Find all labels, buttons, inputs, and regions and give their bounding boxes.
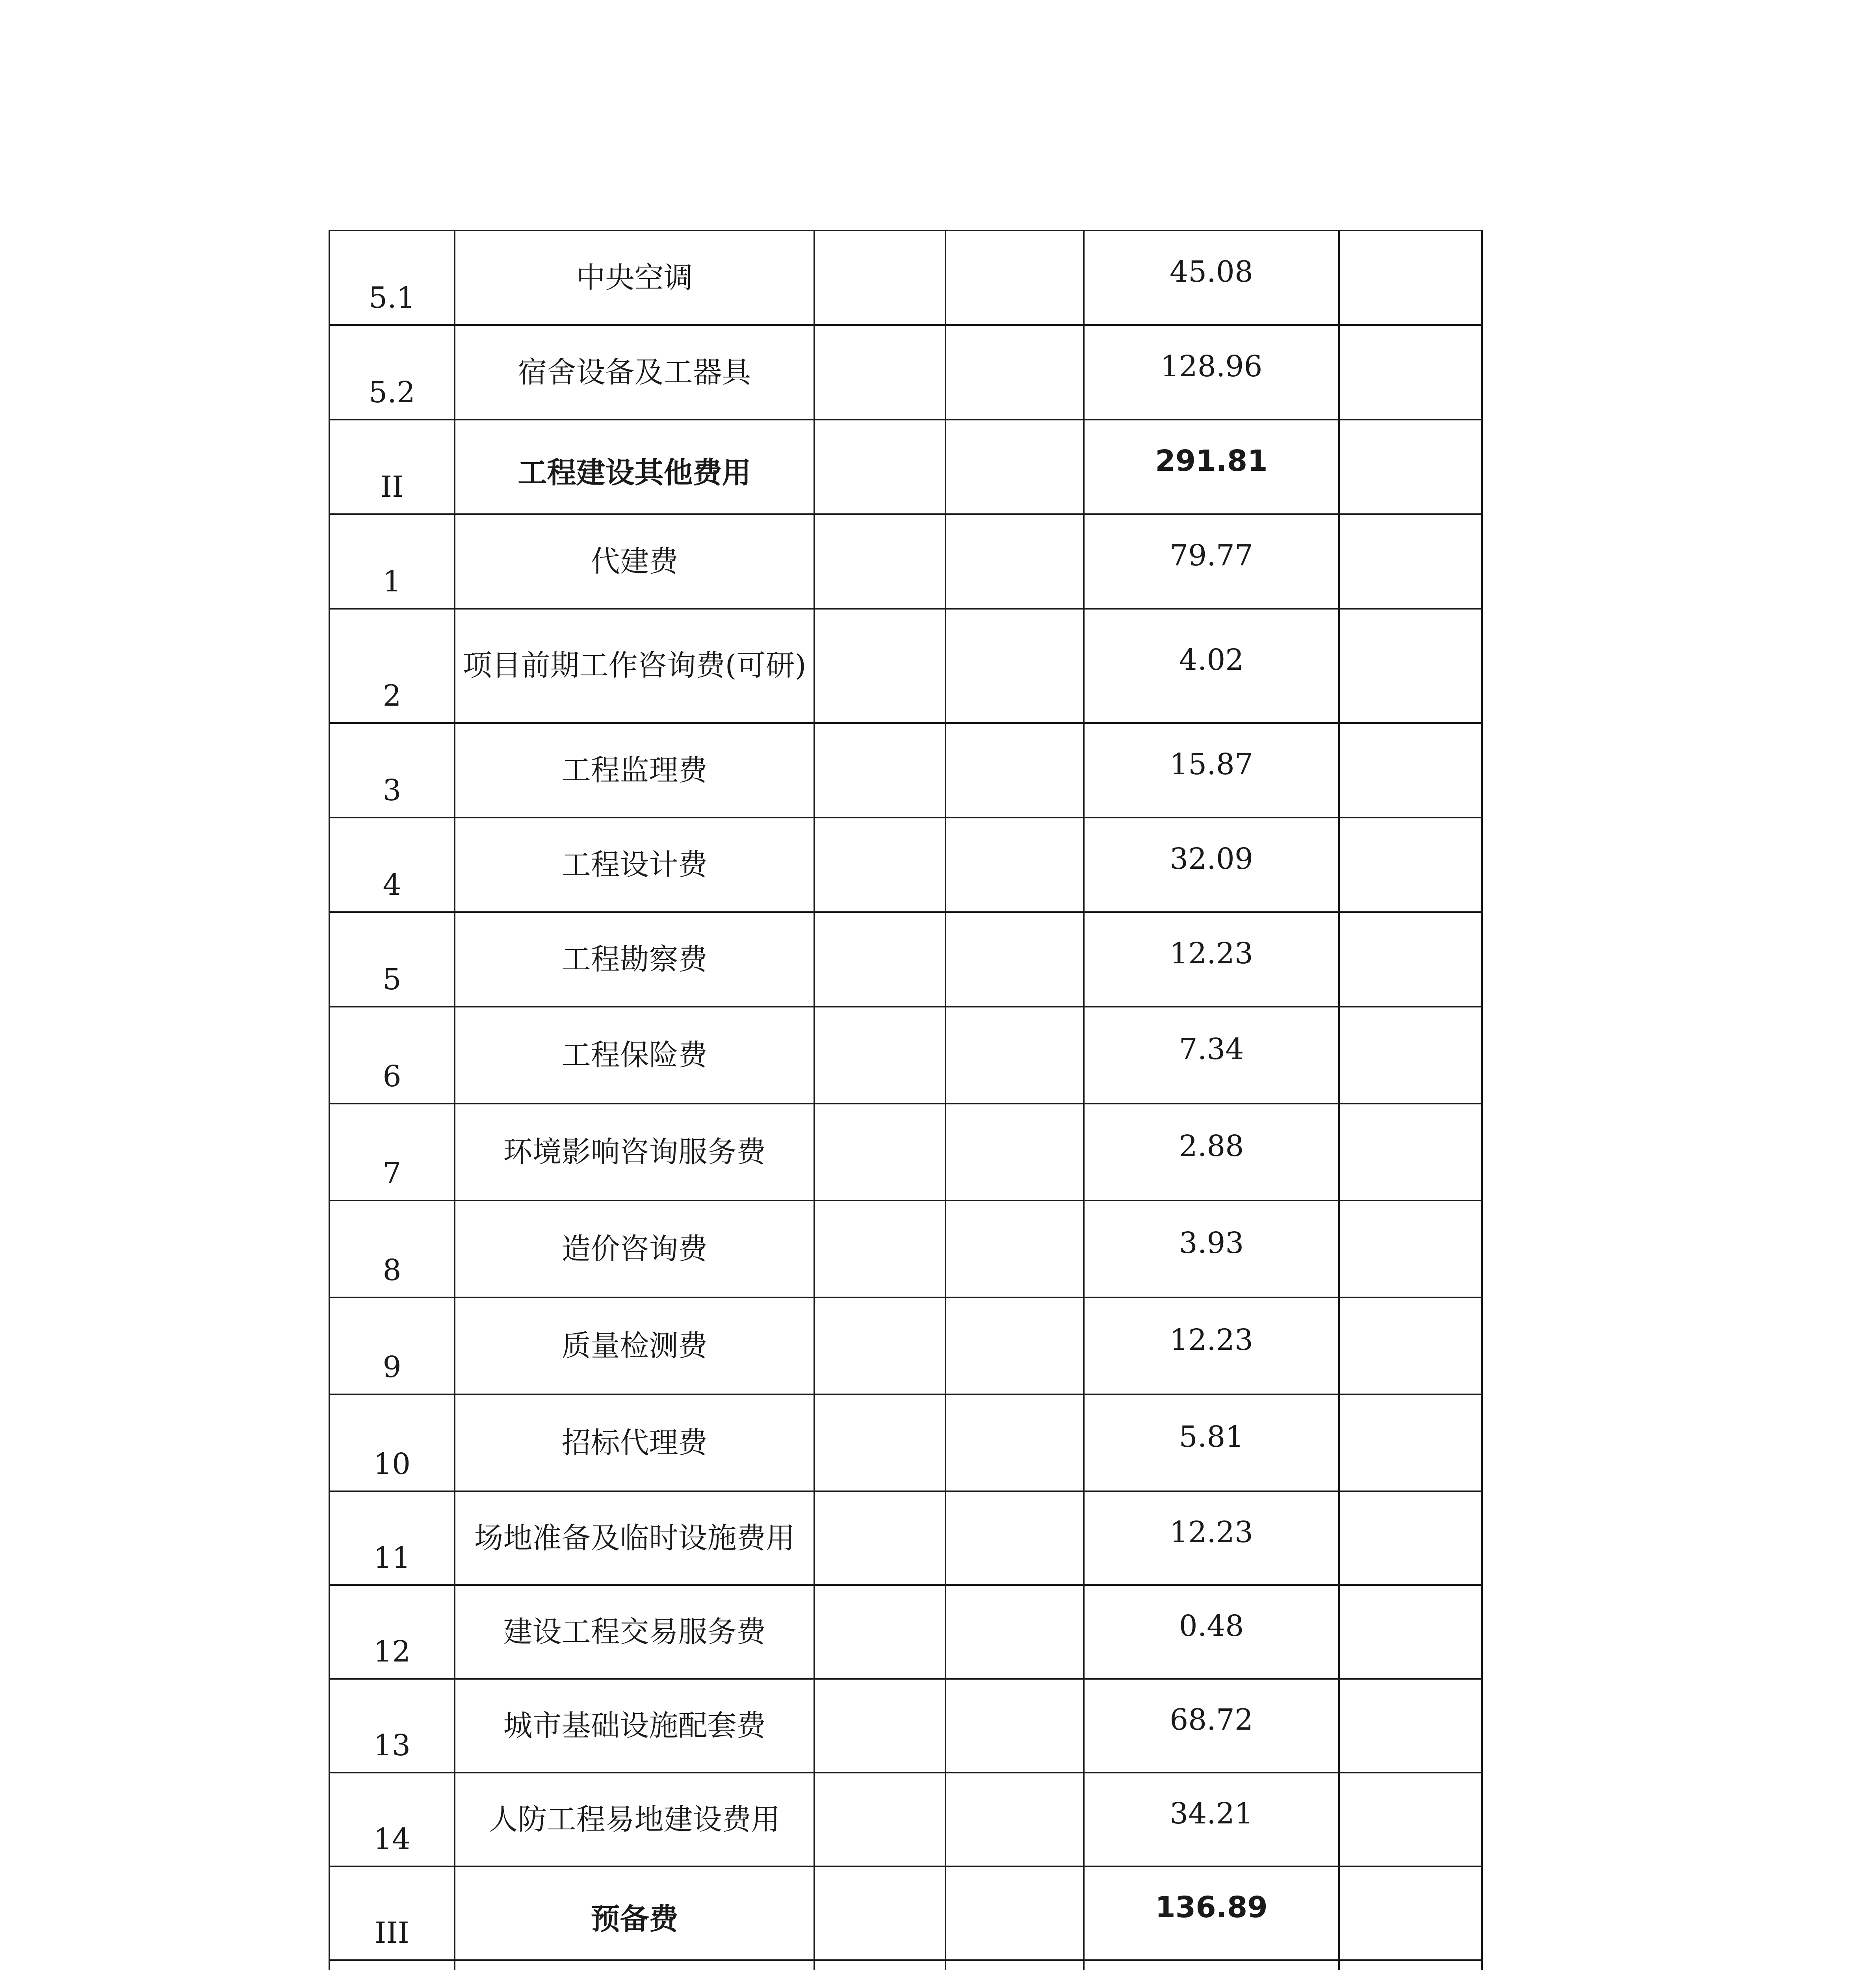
empty-cell bbox=[945, 1773, 1084, 1866]
item-number-cell: 5.1 bbox=[329, 230, 455, 325]
empty-cell bbox=[814, 1773, 945, 1866]
item-number-cell: 5 bbox=[329, 912, 455, 1007]
empty-cell bbox=[945, 325, 1084, 420]
item-number-cell: 13 bbox=[329, 1679, 455, 1773]
empty-cell bbox=[1339, 912, 1482, 1007]
empty-cell bbox=[945, 1679, 1084, 1773]
table-row bbox=[329, 818, 1482, 912]
empty-cell bbox=[1339, 1297, 1482, 1394]
amount-cell: 68.72 bbox=[1084, 1679, 1339, 1773]
item-number-cell: 5.2 bbox=[329, 325, 455, 420]
empty-cell bbox=[1339, 818, 1482, 912]
empty-cell bbox=[945, 1960, 1084, 1970]
empty-cell bbox=[1339, 1960, 1482, 1970]
empty-cell bbox=[814, 1297, 945, 1394]
item-number-cell: 8 bbox=[329, 1201, 455, 1297]
empty-cell bbox=[1339, 609, 1482, 723]
item-name-cell: 场地准备及临时设施费用 bbox=[455, 1491, 814, 1585]
empty-cell bbox=[814, 723, 945, 818]
item-name-cell: 宿舍设备及工器具 bbox=[455, 325, 814, 420]
empty-cell bbox=[945, 230, 1084, 325]
table-row bbox=[329, 912, 1482, 1007]
item-number-cell: 6 bbox=[329, 1007, 455, 1104]
amount-cell: 45.08 bbox=[1084, 230, 1339, 325]
table-row bbox=[329, 325, 1482, 420]
item-name-cell: 人防工程易地建设费用 bbox=[455, 1773, 814, 1866]
empty-cell bbox=[1339, 1104, 1482, 1201]
empty-cell bbox=[814, 514, 945, 609]
item-number-cell: II bbox=[329, 420, 455, 514]
item-number-cell: 7 bbox=[329, 1104, 455, 1201]
item-name-cell: 项目前期工作咨询费(可研) bbox=[455, 609, 814, 723]
empty-cell bbox=[814, 1007, 945, 1104]
item-name-cell: 造价咨询费 bbox=[455, 1201, 814, 1297]
table-row bbox=[329, 1201, 1482, 1297]
empty-cell bbox=[814, 912, 945, 1007]
item-number-cell: 14 bbox=[329, 1773, 455, 1866]
table-row bbox=[329, 1960, 1482, 1970]
item-name-cell: 城市基础设施配套费 bbox=[455, 1679, 814, 1773]
empty-cell bbox=[945, 1394, 1084, 1491]
amount-cell: 291.81 bbox=[1084, 420, 1339, 514]
empty-cell bbox=[945, 609, 1084, 723]
budget-estimate-table bbox=[329, 230, 1483, 1970]
empty-cell bbox=[945, 818, 1084, 912]
amount-cell: 12.23 bbox=[1084, 1491, 1339, 1585]
item-number-cell: 4 bbox=[329, 818, 455, 912]
empty-cell bbox=[1339, 1201, 1482, 1297]
item-number-cell: 2 bbox=[329, 609, 455, 723]
empty-cell bbox=[814, 1679, 945, 1773]
item-number-cell: 1 bbox=[329, 514, 455, 609]
amount-cell: 32.09 bbox=[1084, 818, 1339, 912]
item-name-cell: 工程勘察费 bbox=[455, 912, 814, 1007]
table-row bbox=[329, 1866, 1482, 1960]
table-row bbox=[329, 1104, 1482, 1201]
amount-cell: 7.34 bbox=[1084, 1007, 1339, 1104]
empty-cell bbox=[1339, 420, 1482, 514]
item-number-cell bbox=[329, 1960, 455, 1970]
item-name-cell: 工程建设其他费用 bbox=[455, 420, 814, 514]
table-row bbox=[329, 1585, 1482, 1679]
table-row bbox=[329, 609, 1482, 723]
amount-cell: 15.87 bbox=[1084, 723, 1339, 818]
empty-cell bbox=[945, 1201, 1084, 1297]
item-number-cell: 9 bbox=[329, 1297, 455, 1394]
empty-cell bbox=[814, 609, 945, 723]
amount-cell: 2.88 bbox=[1084, 1104, 1339, 1201]
item-name-cell: 工程保险费 bbox=[455, 1007, 814, 1104]
item-number-cell: III bbox=[329, 1866, 455, 1960]
empty-cell bbox=[1339, 1491, 1482, 1585]
amount-cell: 0.48 bbox=[1084, 1585, 1339, 1679]
empty-cell bbox=[814, 1491, 945, 1585]
amount-cell: 34.21 bbox=[1084, 1773, 1339, 1866]
table-row bbox=[329, 514, 1482, 609]
empty-cell bbox=[1339, 1007, 1482, 1104]
item-name-cell: 中央空调 bbox=[455, 230, 814, 325]
item-name-cell: 工程设计费 bbox=[455, 818, 814, 912]
item-name-cell: 代建费 bbox=[455, 514, 814, 609]
empty-cell bbox=[1339, 230, 1482, 325]
empty-cell bbox=[945, 723, 1084, 818]
item-number-cell: 3 bbox=[329, 723, 455, 818]
empty-cell bbox=[814, 1960, 945, 1970]
table-row bbox=[329, 1007, 1482, 1104]
item-name-cell: 质量检测费 bbox=[455, 1297, 814, 1394]
table-row bbox=[329, 420, 1482, 514]
empty-cell bbox=[945, 1104, 1084, 1201]
empty-cell bbox=[814, 325, 945, 420]
item-name-cell: 招标代理费 bbox=[455, 1394, 814, 1491]
empty-cell bbox=[1339, 723, 1482, 818]
item-number-cell: 12 bbox=[329, 1585, 455, 1679]
amount-cell: 12.23 bbox=[1084, 912, 1339, 1007]
amount-cell: 12.23 bbox=[1084, 1297, 1339, 1394]
empty-cell bbox=[945, 1007, 1084, 1104]
empty-cell bbox=[814, 1866, 945, 1960]
table-row bbox=[329, 723, 1482, 818]
empty-cell bbox=[1339, 1585, 1482, 1679]
amount-cell: 79.77 bbox=[1084, 514, 1339, 609]
empty-cell bbox=[945, 1866, 1084, 1960]
item-name-cell: 工程监理费 bbox=[455, 723, 814, 818]
amount-cell: 136.89 bbox=[1084, 1866, 1339, 1960]
item-name-cell: 环境影响咨询服务费 bbox=[455, 1104, 814, 1201]
empty-cell bbox=[814, 1394, 945, 1491]
empty-cell bbox=[814, 1104, 945, 1201]
table-row bbox=[329, 1491, 1482, 1585]
empty-cell bbox=[814, 818, 945, 912]
empty-cell bbox=[1339, 1773, 1482, 1866]
amount-cell bbox=[1084, 1960, 1339, 1970]
table-row bbox=[329, 1679, 1482, 1773]
item-name-cell bbox=[455, 1960, 814, 1970]
empty-cell bbox=[945, 912, 1084, 1007]
empty-cell bbox=[945, 1491, 1084, 1585]
empty-cell bbox=[1339, 1394, 1482, 1491]
empty-cell bbox=[814, 420, 945, 514]
empty-cell bbox=[814, 230, 945, 325]
item-number-cell: 10 bbox=[329, 1394, 455, 1491]
empty-cell bbox=[945, 1585, 1084, 1679]
table-row bbox=[329, 1394, 1482, 1491]
amount-cell: 4.02 bbox=[1084, 609, 1339, 723]
amount-cell: 128.96 bbox=[1084, 325, 1339, 420]
empty-cell bbox=[945, 1297, 1084, 1394]
empty-cell bbox=[945, 514, 1084, 609]
empty-cell bbox=[1339, 325, 1482, 420]
budget-table-body bbox=[329, 230, 1482, 1970]
item-number-cell: 11 bbox=[329, 1491, 455, 1585]
empty-cell bbox=[1339, 1679, 1482, 1773]
empty-cell bbox=[814, 1585, 945, 1679]
empty-cell bbox=[1339, 1866, 1482, 1960]
amount-cell: 3.93 bbox=[1084, 1201, 1339, 1297]
empty-cell bbox=[1339, 514, 1482, 609]
empty-cell bbox=[814, 1201, 945, 1297]
table-row bbox=[329, 1297, 1482, 1394]
empty-cell bbox=[945, 420, 1084, 514]
item-name-cell: 建设工程交易服务费 bbox=[455, 1585, 814, 1679]
table-row bbox=[329, 1773, 1482, 1866]
table-row bbox=[329, 230, 1482, 325]
amount-cell: 5.81 bbox=[1084, 1394, 1339, 1491]
item-name-cell: 预备费 bbox=[455, 1866, 814, 1960]
